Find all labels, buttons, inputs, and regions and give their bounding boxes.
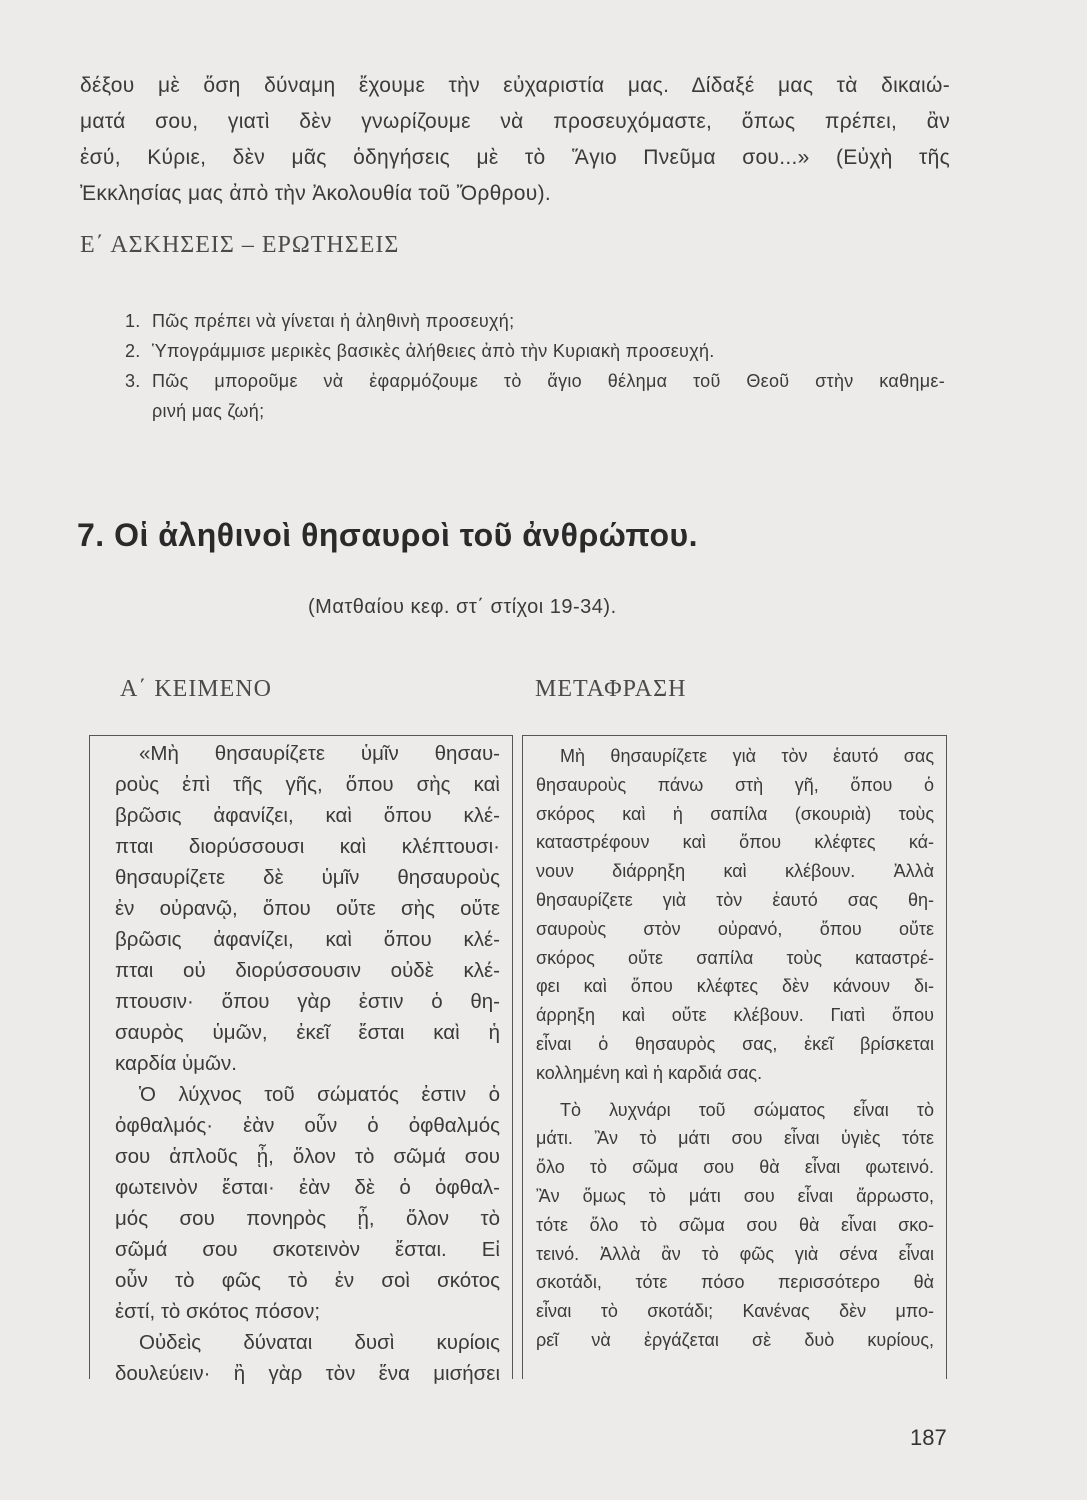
translation-line: νουν διάρρηξη καὶ κλέβουν. Ἀλλὰ	[536, 861, 934, 882]
original-line: πτουσιν· ὅπου γὰρ ἐστιν ὁ θη-	[115, 990, 500, 1013]
original-line: σῶμά σου σκοτεινὸν ἔσται. Εἰ	[115, 1238, 500, 1261]
translation-line: σκοτάδι, τότε πόσο περισσότερο θὰ	[536, 1272, 934, 1293]
translation-line: σκόρος καὶ ἡ σαπίλα (σκουριὰ) τοὺς	[536, 803, 934, 824]
original-line: σου ἁπλοῦς ᾖ, ὅλον τὸ σῶμά σου	[115, 1145, 500, 1168]
translation-line: φει καὶ ὅπου κλέφτες δὲν κάνουν δι-	[536, 976, 934, 997]
intro-line: ἐσύ, Κύριε, δὲν μᾶς ὁδηγήσεις μὲ τὸ Ἅγιο Πνεῦμα σου...» (Εὐχὴ τῆς	[80, 146, 950, 169]
original-line: Οὐδεὶς δύναται δυσὶ κυρίοις	[139, 1331, 500, 1354]
translation-line: θησαυρίζετε γιὰ τὸν ἑαυτό σας θη-	[536, 889, 934, 910]
chapter-title: 7. Οἱ ἀληθινοὶ θησαυροὶ τοῦ ἀνθρώπου.	[77, 517, 699, 553]
translation-line: σκόρος οὔτε σαπίλα τοὺς καταστρέ-	[536, 947, 934, 968]
original-line: ροὺς ἐπὶ τῆς γῆς, ὅπου σὴς καὶ	[115, 773, 500, 796]
translation-heading: ΜΕΤΑΦΡΑΣΗ	[535, 676, 687, 702]
original-line: «Μὴ θησαυρίζετε ὑμῖν θησαυ-	[139, 742, 500, 765]
original-text-heading: Α΄ ΚΕΙΜΕΝΟ	[120, 676, 272, 702]
original-line: δουλεύειν· ἢ γὰρ τὸν ἕνα μισήσει	[115, 1362, 500, 1385]
original-line: πται διορύσσουσι καὶ κλέπτουσι·	[115, 835, 500, 858]
scripture-reference: (Ματθαίου κεφ. στ΄ στίχοι 19-34).	[308, 596, 617, 618]
translation-line: ρεῖ νὰ ἐργάζεται σὲ δυὸ κυρίους,	[536, 1329, 934, 1350]
exercises-list	[125, 306, 945, 426]
original-line: καρδία ὑμῶν.	[115, 1052, 237, 1075]
question-number: 1.	[125, 311, 141, 331]
translation-line: κολλημένη καὶ ἡ καρδιά σας.	[536, 1062, 763, 1083]
question-number: 3.	[125, 371, 141, 391]
translation-line: ὅλο τὸ σῶμα σου θὰ εἶναι φωτεινό.	[536, 1157, 934, 1178]
original-line: μός σου πονηρὸς ᾖ, ὅλον τὸ	[115, 1207, 500, 1230]
original-line: οὖν τὸ φῶς τὸ ἐν σοὶ σκότος	[115, 1269, 500, 1292]
translation-line: τότε ὅλο τὸ σῶμα σου θὰ εἶναι σκο-	[536, 1214, 934, 1235]
translation-line: άρρηξη καὶ οὔτε κλέβουν. Γιατὶ ὅπου	[536, 1005, 934, 1026]
question-text: Ὑπογράμμισε μερικὲς βασικὲς ἀλήθειες ἀπὸ τὴν Κυριακὴ προσευχή.	[152, 341, 715, 361]
original-line: πται οὐ διορύσσουσιν οὐδὲ κλέ-	[115, 959, 500, 982]
translation-line: εἶναι ὁ θησαυρὸς σας, ἐκεῖ βρίσκεται	[536, 1033, 934, 1054]
question-text: Πῶς πρέπει νὰ γίνεται ἡ ἀληθινὴ προσευχή;	[152, 311, 515, 331]
original-line: βρῶσις ἀφανίζει, καὶ ὅπου κλέ-	[115, 804, 500, 827]
translation-line: εἶναι τὸ σκοτάδι; Κανένας δὲν μπο-	[536, 1301, 934, 1322]
exercises-heading: Ε΄ ΑΣΚΗΣΕΙΣ – ΕΡΩΤΗΣΕΙΣ	[80, 232, 400, 258]
translation-line: σαυροὺς στὸν οὐρανό, ὅπου οὔτε	[536, 918, 934, 939]
intro-line: ματά σου, γιατὶ δὲν γνωρίζουμε νὰ προσευχόμαστε, ὅπως πρέπει, ἂν	[80, 110, 950, 133]
original-line: Ὁ λύχνος τοῦ σώματός ἐστιν ὁ	[139, 1083, 500, 1106]
original-text-box	[89, 735, 513, 1385]
original-line: θησαυρίζετε δὲ ὑμῖν θησαυροὺς	[115, 866, 500, 889]
question-text: Πῶς μποροῦμε νὰ ἐφαρμόζουμε τὸ ἅγιο θέλημα τοῦ Θεοῦ στὴν καθημε-	[152, 371, 945, 391]
original-line: σαυρὸς ὑμῶν, ἐκεῖ ἔσται καὶ ἡ	[115, 1021, 500, 1044]
original-line: ἐν οὐρανῷ, ὅπου οὔτε σὴς οὔτε	[115, 897, 500, 920]
original-line: ἐστί, τὸ σκότος πόσον;	[115, 1300, 321, 1323]
original-line: βρῶσις ἀφανίζει, καὶ ὅπου κλέ-	[115, 928, 500, 951]
translation-line: μάτι. Ἂν τὸ μάτι σου εἶναι ὑγιὲς τότε	[536, 1128, 934, 1149]
translation-line: Ἂν ὅμως τὸ μάτι σου εἶναι ἄρρωστο,	[536, 1185, 934, 1206]
intro-line: Ἐκκλησίας μας ἀπὸ τὴν Ἀκολουθία τοῦ Ὄρθρου).	[80, 182, 551, 205]
question-1	[125, 306, 945, 336]
page-number: 187	[910, 1425, 947, 1450]
translation-line: καταστρέφουν καὶ ὅπου κλέφτες κά-	[536, 832, 934, 853]
translation-line: θησαυροὺς πάνω στὴ γῆ, ὅπου ὁ	[536, 774, 934, 795]
original-line: φωτεινὸν ἔσται· ἐὰν δὲ ὁ ὀφθαλ-	[115, 1176, 500, 1199]
question-number: 2.	[125, 341, 141, 361]
translation-line: Μὴ θησαυρίζετε γιὰ τὸν ἑαυτό σας	[560, 746, 934, 766]
question-3	[125, 366, 945, 396]
question-2	[125, 336, 945, 366]
intro-paragraph	[80, 68, 950, 212]
question-3-continued: ρινή μας ζωή;	[152, 401, 265, 421]
translation-box	[522, 735, 947, 1379]
translation-line: Τὸ λυχνάρι τοῦ σώματος εἶναι τὸ	[560, 1099, 934, 1120]
original-line: ὀφθαλμός· ἐὰν οὖν ὁ ὀφθαλμός	[115, 1114, 500, 1137]
intro-line: δέξου μὲ ὅση δύναμη ἔχουμε τὴν εὐχαριστία μας. Δίδαξέ μας τὰ δικαιώ-	[80, 74, 950, 97]
translation-line: τεινό. Ἀλλὰ ἂν τὸ φῶς γιὰ σένα εἶναι	[536, 1243, 934, 1264]
